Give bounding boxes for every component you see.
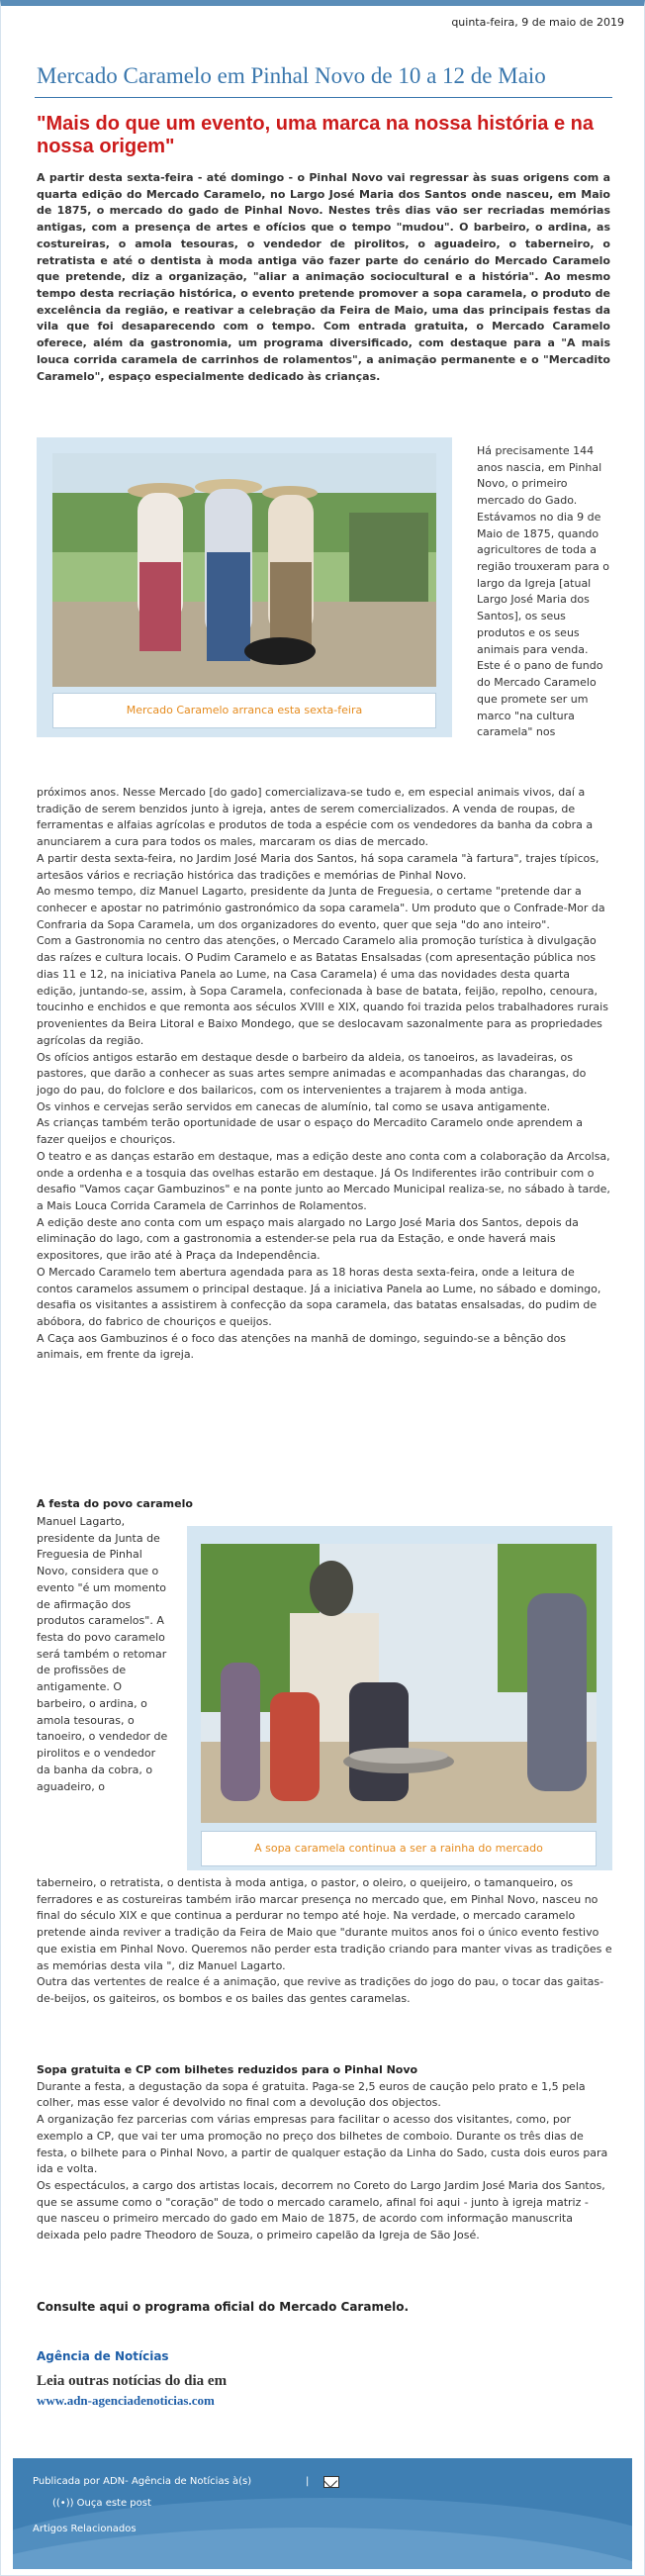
- paragraph: Ao mesmo tempo, diz Manuel Lagarto, presidente da Junta de Freguesia, o certame "pretende dar a conhecer e apostar no património gastronómico da sopa caramela". Um produto que o Confrade-Mor da Confraria da Sopa Caramela, um dos organizadores do evento, quer que seja "do ano inteiro".: [37, 885, 605, 931]
- email-post-icon[interactable]: [323, 2476, 339, 2488]
- article-body: [37, 785, 612, 1364]
- page-title[interactable]: Mercado Caramelo em Pinhal Novo de 10 a 12 de Maio: [37, 63, 546, 88]
- official-program-link[interactable]: programa oficial: [144, 2300, 255, 2314]
- paragraph: A partir desta sexta-feira, no Jardim José Maria dos Santos, há sopa caramela "à fartura", trajes típicos, artesãos vários e recriação histórica das tradições e memórias de Pinhal Novo.: [37, 851, 599, 882]
- paragraph: Os ofícios antigos estarão em destaque desde o barbeiro da aldeia, os tanoeiros, as lavadeiras, os pastores, que darão a conhecer as suas artes sempre animadas e acompanhadas das charangas, do jogo do pau, do folclore e dos bailaricos, com os intervenientes a trajarem à moda antiga.: [37, 1050, 587, 1097]
- paragraph: Outra das vertentes de realce é a animação, que revive as tradições do jogo do pau, o tocar das gaitas-de-beijos, os gaiteiros, os bombos e os bailes das gentes caramelas.: [37, 1975, 604, 2006]
- program-link-line: [37, 2300, 612, 2314]
- paragraph: Os vinhos e cervejas serão servidos em canecas de alumínio, tal como se usava antigamente.: [37, 1099, 551, 1113]
- paragraph: taberneiro, o retratista, o dentista à moda antiga, o pastor, o oleiro, o queijeiro, o tamanqueiro, os ferradores e as costureiras também irão marcar presença no mercado que, em Pinhal Novo, nasceu no final do século XIX e que continua a perdurar no tempo até hoje. Na verdade, o mercado caramelo pretende ainda reviver a tradição da Feira de Maio que "durante muitos anos foi o único evento festivo que existia em Pinhal Novo. Queremos não perder esta tradição criando para manter vivas as tradições e as memórias desta vila ", diz Manuel Lagarto.: [37, 1876, 612, 1972]
- title-divider: [35, 97, 612, 98]
- footer-separator: |: [306, 2476, 310, 2487]
- photo-soup-serving[interactable]: [201, 1544, 597, 1823]
- consult-prefix: Consulte aqui o: [37, 2300, 145, 2314]
- agency-link[interactable]: Agência de Notícias: [37, 2349, 169, 2363]
- consult-suffix: do Mercado Caramelo.: [254, 2300, 409, 2314]
- published-by: Publicada por ADN- Agência de Notícias à(s): [33, 2476, 252, 2487]
- listen-post-button[interactable]: ((•)) Ouça este post: [52, 2498, 151, 2509]
- related-articles-heading: Artigos Relacionados: [33, 2524, 137, 2534]
- agency-url-link[interactable]: www.adn-agenciadenoticias.com: [37, 2393, 215, 2408]
- section-title: A festa do povo caramelo: [37, 1497, 193, 1510]
- photo-illustration: [52, 453, 436, 687]
- figure-market-opening: [37, 437, 452, 737]
- post-footer: [13, 2458, 632, 2569]
- paragraph: O teatro e as danças estarão em destaque, mas a edição deste ano conta com a colaboração da Arcolsa, onde a ordenha e a tosquia das ovelhas estarão em destaque. Já Os Indiferentes irão contribuir com o desafio "Vamos caçar Gambuzinos" e na ponte junto ao Mercado Municipal realiza-se, no sábado à tarde, a Mais Louca Corrida Caramela de Carrinhos de Rolamentos.: [37, 1149, 610, 1212]
- paragraph: A organização fez parcerias com várias empresas para facilitar o acesso dos visitantes, como, por exemplo a CP, que vai ter uma promoção no preço dos bilhetes de comboio. Durante os três dias de festa, o bilhete para o Pinhal Novo, a partir de qualquer estação da Linha do Sado, custa dois euros para ida e volta.: [37, 2113, 608, 2176]
- paragraph: O Mercado Caramelo tem abertura agendada para as 18 horas desta sexta-feira, onde a leitura de contos caramelos assumem o principal destaque. Já a iniciativa Panela ao Lume, no sábado e domingo, desafia os visitantes a assistirem à confecção da sopa caramela, das batatas ensalsadas, do pudim de abóbora, do fabrico de chouriços e queijos.: [37, 1265, 601, 1328]
- paragraph: A Caça aos Gambuzinos é o foco das atenções na manhã de domingo, seguindo-se a bênção dos animais, em frente da igreja.: [37, 1331, 567, 1362]
- figure-soup: [187, 1526, 612, 1870]
- section-title: Sopa gratuita e CP com bilhetes reduzidos para o Pinhal Novo: [37, 2063, 418, 2076]
- paragraph: Com a Gastronomia no centro das atenções, o Mercado Caramelo alia promoção turística à divulgação das raízes e cultura locais. O Pudim Caramelo e as Batatas Ensalsadas (com apresentação pública nos dias 11 e 12, na iniciativa Panela ao Lume, na Casa Caramela) é uma das novidades desta quarta edição, juntando-se, assim, à Sopa Caramela, confecionada à base de batata, feijão, repolho, cenoura, toucinho e enchidos e que remonta aos séculos XVIII e XIX, quando foi trazida pelos trabalhadores rurais provenientes da Beira Litoral e Baixo Mondego, que se deslocavam sazonalmente para as propriedades agrícolas da região.: [37, 934, 608, 1047]
- paragraph: Durante a festa, a degustação da sopa é gratuita. Paga-se 2,5 euros de caução pelo prato e 1,5 pela colher, mas esse valor é devolvido no final com a devolução dos objectos.: [37, 2079, 586, 2110]
- photo-illustration: [201, 1544, 597, 1823]
- headline: "Mais do que um evento, uma marca na nossa história e na nossa origem": [37, 113, 594, 157]
- section-heading: [37, 1496, 612, 1513]
- article-body-3: [37, 2062, 612, 2244]
- side-paragraph: Há precisamente 144 anos nascia, em Pinhal Novo, o primeiro mercado do Gado. Estávamos no dia 9 de Maio de 1875, quando agricultores de toda a região trouxeram para o largo da Igreja [atual Largo José Maria dos Santos], os seus produtos e os seus animais para venda. Este é o pano de fundo do Mercado Caramelo que promete ser um marco "na cultura caramela" nos: [477, 444, 609, 739]
- paragraph: As crianças também terão oportunidade de usar o espaço do Mercadito Caramelo onde aprendem a fazer queijos e chouriços.: [37, 1116, 584, 1147]
- paragraph: Os espectáculos, a cargo dos artistas locais, decorrem no Coreto do Largo Jardim José Maria dos Santos, que se assume como o "coração" de todo o mercado caramelo, afinal foi aqui - junto à igreja matriz - que nasceu o primeiro mercado do gado em Maio de 1875, de acordo com informação manuscrita deixada pelo padre Theodoro de Souza, o primeiro capelão da Igreja de São José.: [37, 2179, 605, 2242]
- side-paragraph-2: Manuel Lagarto, presidente da Junta de Freguesia de Pinhal Novo, considera que o evento "é um momento de afirmação dos produtos caramelos". A festa do povo caramelo será também o retomar de profissões de antigamente. O barbeiro, o ardina, o amola tesouras, o tanoeiro, o vendedor de pirolitos e o vendedor da banha da cobra, o aguadeiro, o: [37, 1515, 168, 1793]
- figure-caption: Mercado Caramelo arranca esta sexta-feira: [52, 693, 436, 728]
- paragraph: próximos anos. Nesse Mercado [do gado] comercializava-se tudo e, em especial animais vivos, daí a tradição de serem benzidos junto à igreja, antes de serem comercializados. A venda de roupas, de ferramentas e alfaias agrícolas e produtos de toda a espécie com os vendedores da banha da cobra a anunciarem a cura para todos os males, marcaram os dias de mercado.: [37, 786, 594, 849]
- more-news-label: Leia outras notícias do dia em: [37, 2373, 228, 2389]
- photo-market-women[interactable]: [52, 453, 436, 687]
- article-body-2: [37, 1875, 612, 2008]
- lead-paragraph: A partir desta sexta-feira - até domingo - o Pinhal Novo vai regressar às suas origens com a quarta edição do Mercado Caramelo, no Largo José Maria dos Santos onde nasceu, em Maio de 1875, o mercado do gado de Pinhal Novo. Nestes três dias vão ser recriadas memórias antigas, com a presença de artes e ofícios que o tempo "mudou". O barbeiro, o ardina, as costureiras, o amola tesouras, o vendedor de pirolitos, o aguadeiro, o taberneiro, o retratista e até o dentista à moda antiga vão fazer parte do cenário do Mercado Caramelo que pretende, diz a organização, "aliar a animação sociocultural e a história". Ao mesmo tempo desta recriação histórica, o evento pretende promover a sopa caramela, o produto de excelência da região, e reativar a celebração da Feira de Maio, uma das principais festas da vila que foi desaparecendo com o tempo. Com entrada gratuita, o Mercado Caramelo oferece, além da gastronomia, um programa diversificado, com destaque para a "A mais louca corrida caramela de carrinhos de rolamentos", a animação permanente e o "Mercadito Caramelo", espaço especialmente dedicado às crianças.: [37, 171, 610, 383]
- post-date: quinta-feira, 9 de maio de 2019: [451, 16, 624, 29]
- figure-caption: A sopa caramela continua a ser a rainha do mercado: [201, 1831, 597, 1866]
- paragraph: A edição deste ano conta com um espaço mais alargado no Largo José Maria dos Santos, depois da eliminação do lago, com a gastronomia a estender-se pela rua da Estação, e onde haverá mais expositores, que irão até à Praça da Independência.: [37, 1215, 579, 1263]
